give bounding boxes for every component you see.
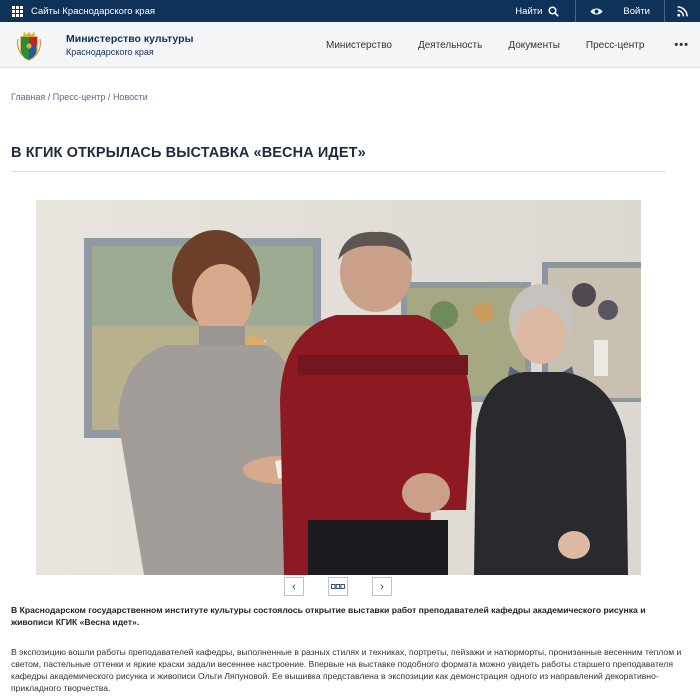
article-photo: [36, 200, 641, 575]
slider-next-button[interactable]: ›: [372, 577, 392, 596]
main-nav: [326, 22, 689, 68]
gallery-dots-icon: [331, 584, 345, 590]
breadcrumb-news[interactable]: Новости: [112, 92, 148, 102]
ministry-logo-link[interactable]: [66, 33, 194, 57]
krasnodar-emblem-icon[interactable]: [16, 29, 42, 61]
article-paragraph: В экспозицию вошли работы преподавателей кафедры, выполненные в разных стилях и техниках, портреты, пейзажи и натюрморты, пронизанные весенним теплом и светом, пастельные оттенки и яркие краски задали весеннее настроение. Впервые на выставке подобного формата можно увидеть работы старшего преподавателя кафедры академического рисунка и живописи Ольги Ляпуновой. Ее вышивка представлена в экспозиции как демонстрация одного из направлений декоративно-прикладного творчества.: [11, 647, 682, 693]
login-button[interactable]: Войти: [623, 5, 650, 17]
search-icon: [548, 6, 559, 17]
rss-icon: [677, 6, 688, 17]
more-menu-button[interactable]: •••: [674, 39, 689, 51]
regional-sites-menu[interactable]: [12, 6, 155, 17]
breadcrumb-separator: /: [105, 92, 113, 102]
ministry-name[interactable]: Министерство культуры: [66, 32, 194, 45]
nav-item-activity[interactable]: Деятельность: [417, 39, 483, 51]
nav-item-ministry[interactable]: Министерство: [326, 39, 392, 51]
nav-item-press-center[interactable]: Пресс-центр: [585, 39, 645, 51]
exhibition-photo-illustration: [36, 200, 641, 575]
gallery-button[interactable]: [328, 577, 348, 596]
search-label: Найти: [515, 5, 543, 17]
breadcrumb-home[interactable]: Главная: [11, 92, 46, 102]
ministry-region: Краснодарского края: [66, 46, 154, 57]
top-bar: [0, 0, 700, 22]
page-title: В КГИК ОТКРЫЛАСЬ ВЫСТАВКА «ВЕСНА ИДЕТ»: [11, 145, 366, 161]
search-button[interactable]: [515, 6, 559, 17]
slider-prev-button[interactable]: ‹: [284, 577, 304, 596]
nav-item-documents[interactable]: Документы: [508, 39, 560, 51]
breadcrumb: [11, 92, 148, 102]
login-area[interactable]: [576, 6, 664, 17]
site-header: [0, 22, 700, 68]
grid-menu-icon: [12, 6, 23, 17]
breadcrumb-separator: /: [45, 92, 53, 102]
regional-sites-label: Сайты Краснодарского края: [31, 5, 156, 17]
breadcrumb-press-center[interactable]: Пресс-центр: [52, 92, 106, 102]
title-divider: [11, 171, 666, 172]
article-lead: В Краснодарском государственном институте культуры состоялось открытие выставки работ преподавателей кафедры академического рисунка и живописи КГИК «Весна идет».: [11, 605, 646, 627]
eye-icon[interactable]: [590, 7, 603, 16]
rss-button[interactable]: [665, 6, 700, 17]
